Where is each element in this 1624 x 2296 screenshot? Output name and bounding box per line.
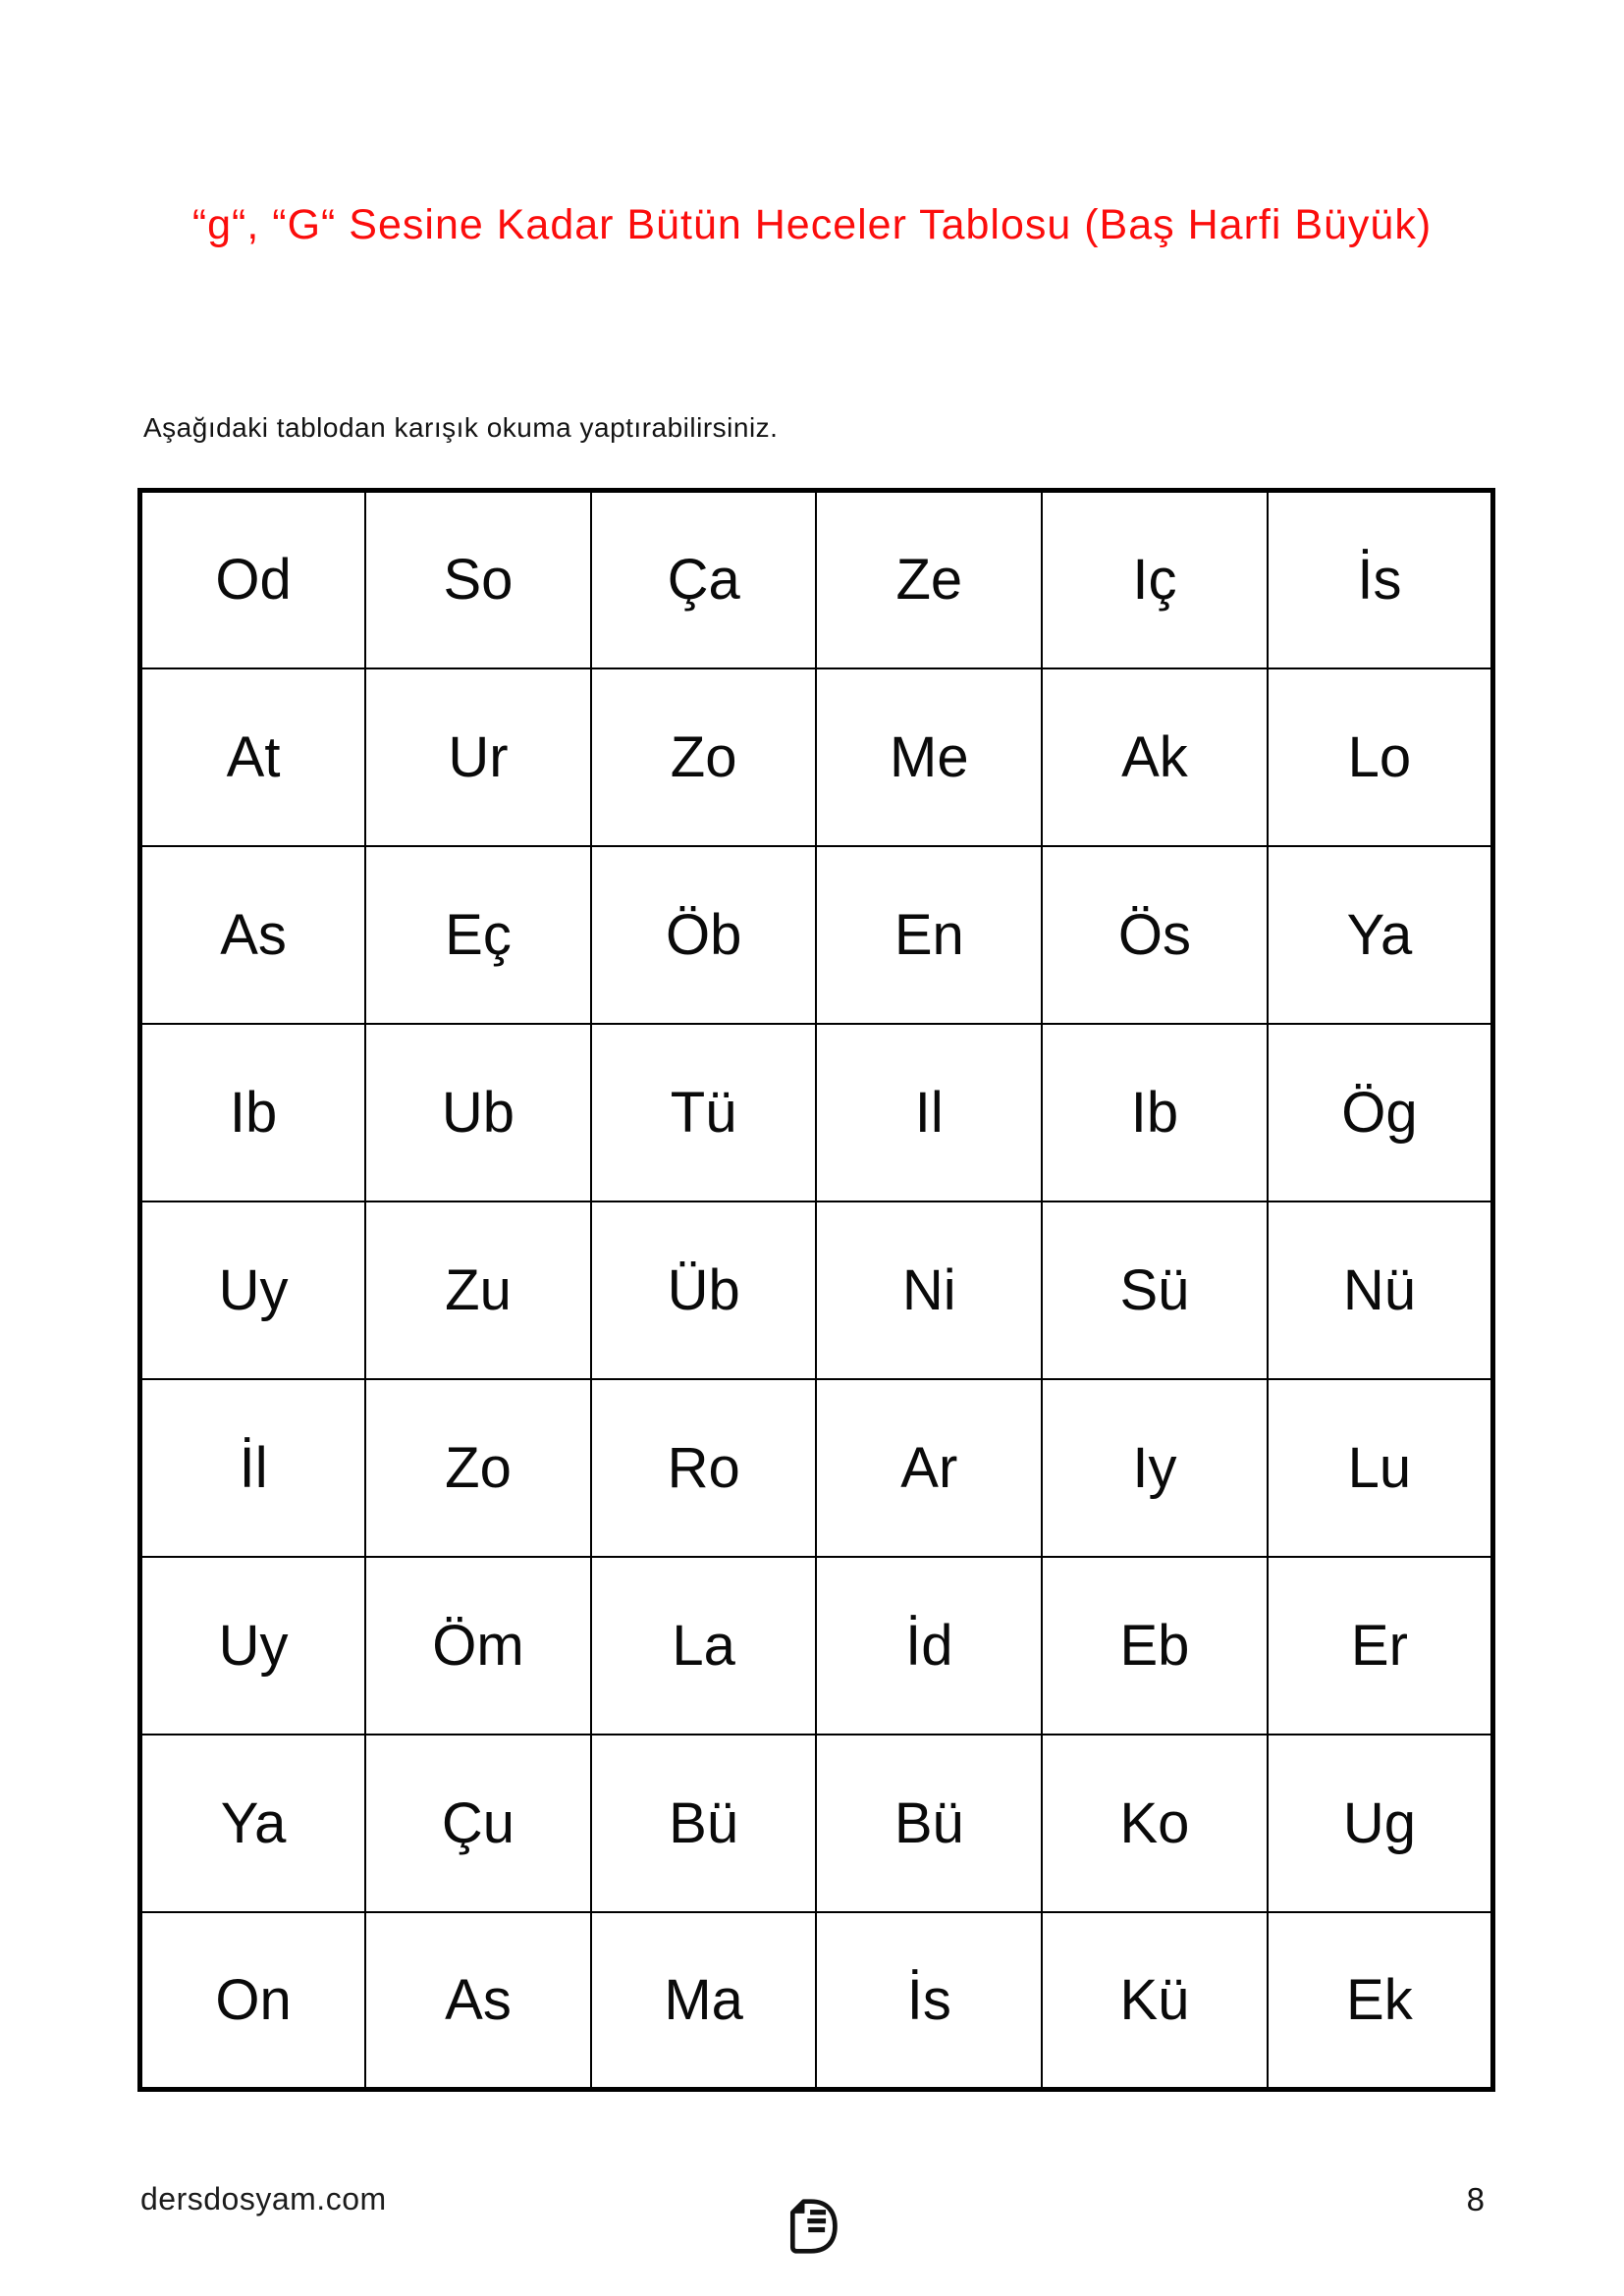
- syllable-cell: İl: [140, 1379, 366, 1557]
- website-link[interactable]: dersdosyam.com: [140, 2181, 387, 2216]
- syllable-cell: Ib: [140, 1024, 366, 1201]
- syllable-cell: On: [140, 1912, 366, 2090]
- syllable-cell: So: [365, 491, 591, 668]
- syllable-cell: Ak: [1042, 668, 1268, 846]
- syllable-cell: Ög: [1268, 1024, 1493, 1201]
- page-number: 8: [1466, 2181, 1485, 2217]
- syllable-cell: Ek: [1268, 1912, 1493, 2090]
- table-row: [140, 1557, 1493, 1735]
- table-row: [140, 668, 1493, 846]
- syllable-cell: Me: [816, 668, 1042, 846]
- syllable-cell: Uy: [140, 1201, 366, 1379]
- syllable-table: [137, 488, 1495, 2092]
- syllable-cell: Bü: [591, 1735, 817, 1912]
- syllable-cell: Eb: [1042, 1557, 1268, 1735]
- syllable-cell: As: [365, 1912, 591, 2090]
- syllable-cell: Zo: [365, 1379, 591, 1557]
- syllable-cell: Il: [816, 1024, 1042, 1201]
- syllable-cell: Eç: [365, 846, 591, 1024]
- syllable-cell: As: [140, 846, 366, 1024]
- syllable-cell: İd: [816, 1557, 1042, 1735]
- syllable-cell: Od: [140, 491, 366, 668]
- syllable-cell: Tü: [591, 1024, 817, 1201]
- syllable-cell: Ar: [816, 1379, 1042, 1557]
- syllable-cell: İs: [1268, 491, 1493, 668]
- syllable-cell: Ça: [591, 491, 817, 668]
- document-logo-icon: [784, 2197, 840, 2256]
- table-row: [140, 1024, 1493, 1201]
- table-row: [140, 1379, 1493, 1557]
- syllable-cell: Üb: [591, 1201, 817, 1379]
- syllable-cell: Sü: [1042, 1201, 1268, 1379]
- syllable-cell: La: [591, 1557, 817, 1735]
- syllable-cell: Ub: [365, 1024, 591, 1201]
- syllable-cell: Ro: [591, 1379, 817, 1557]
- syllable-cell: Ur: [365, 668, 591, 846]
- syllable-cell: Ya: [1268, 846, 1493, 1024]
- syllable-cell: Zo: [591, 668, 817, 846]
- syllable-cell: Ze: [816, 491, 1042, 668]
- table-row: [140, 1912, 1493, 2090]
- table-row: [140, 491, 1493, 668]
- syllable-cell: Ko: [1042, 1735, 1268, 1912]
- page-title: “g“, “G“ Sesine Kadar Bütün Heceler Tablosu (Baş Harfi Büyük): [191, 201, 1433, 248]
- syllable-cell: Öm: [365, 1557, 591, 1735]
- syllable-cell: Ug: [1268, 1735, 1493, 1912]
- syllable-table-body: [140, 491, 1493, 2090]
- syllable-cell: Ya: [140, 1735, 366, 1912]
- syllable-cell: At: [140, 668, 366, 846]
- table-row: [140, 1201, 1493, 1379]
- syllable-cell: Nü: [1268, 1201, 1493, 1379]
- syllable-cell: Ib: [1042, 1024, 1268, 1201]
- instruction-text: Aşağıdaki tablodan karışık okuma yaptırabilirsiniz.: [143, 412, 779, 443]
- syllable-cell: Ni: [816, 1201, 1042, 1379]
- syllable-cell: Öb: [591, 846, 817, 1024]
- syllable-cell: Bü: [816, 1735, 1042, 1912]
- syllable-cell: Ma: [591, 1912, 817, 2090]
- syllable-cell: Lo: [1268, 668, 1493, 846]
- syllable-cell: Iç: [1042, 491, 1268, 668]
- table-row: [140, 846, 1493, 1024]
- syllable-cell: İs: [816, 1912, 1042, 2090]
- syllable-cell: Ös: [1042, 846, 1268, 1024]
- table-row: [140, 1735, 1493, 1912]
- syllable-cell: Uy: [140, 1557, 366, 1735]
- syllable-cell: Zu: [365, 1201, 591, 1379]
- syllable-cell: Çu: [365, 1735, 591, 1912]
- syllable-cell: Lu: [1268, 1379, 1493, 1557]
- syllable-cell: Kü: [1042, 1912, 1268, 2090]
- syllable-cell: Iy: [1042, 1379, 1268, 1557]
- syllable-cell: En: [816, 846, 1042, 1024]
- syllable-cell: Er: [1268, 1557, 1493, 1735]
